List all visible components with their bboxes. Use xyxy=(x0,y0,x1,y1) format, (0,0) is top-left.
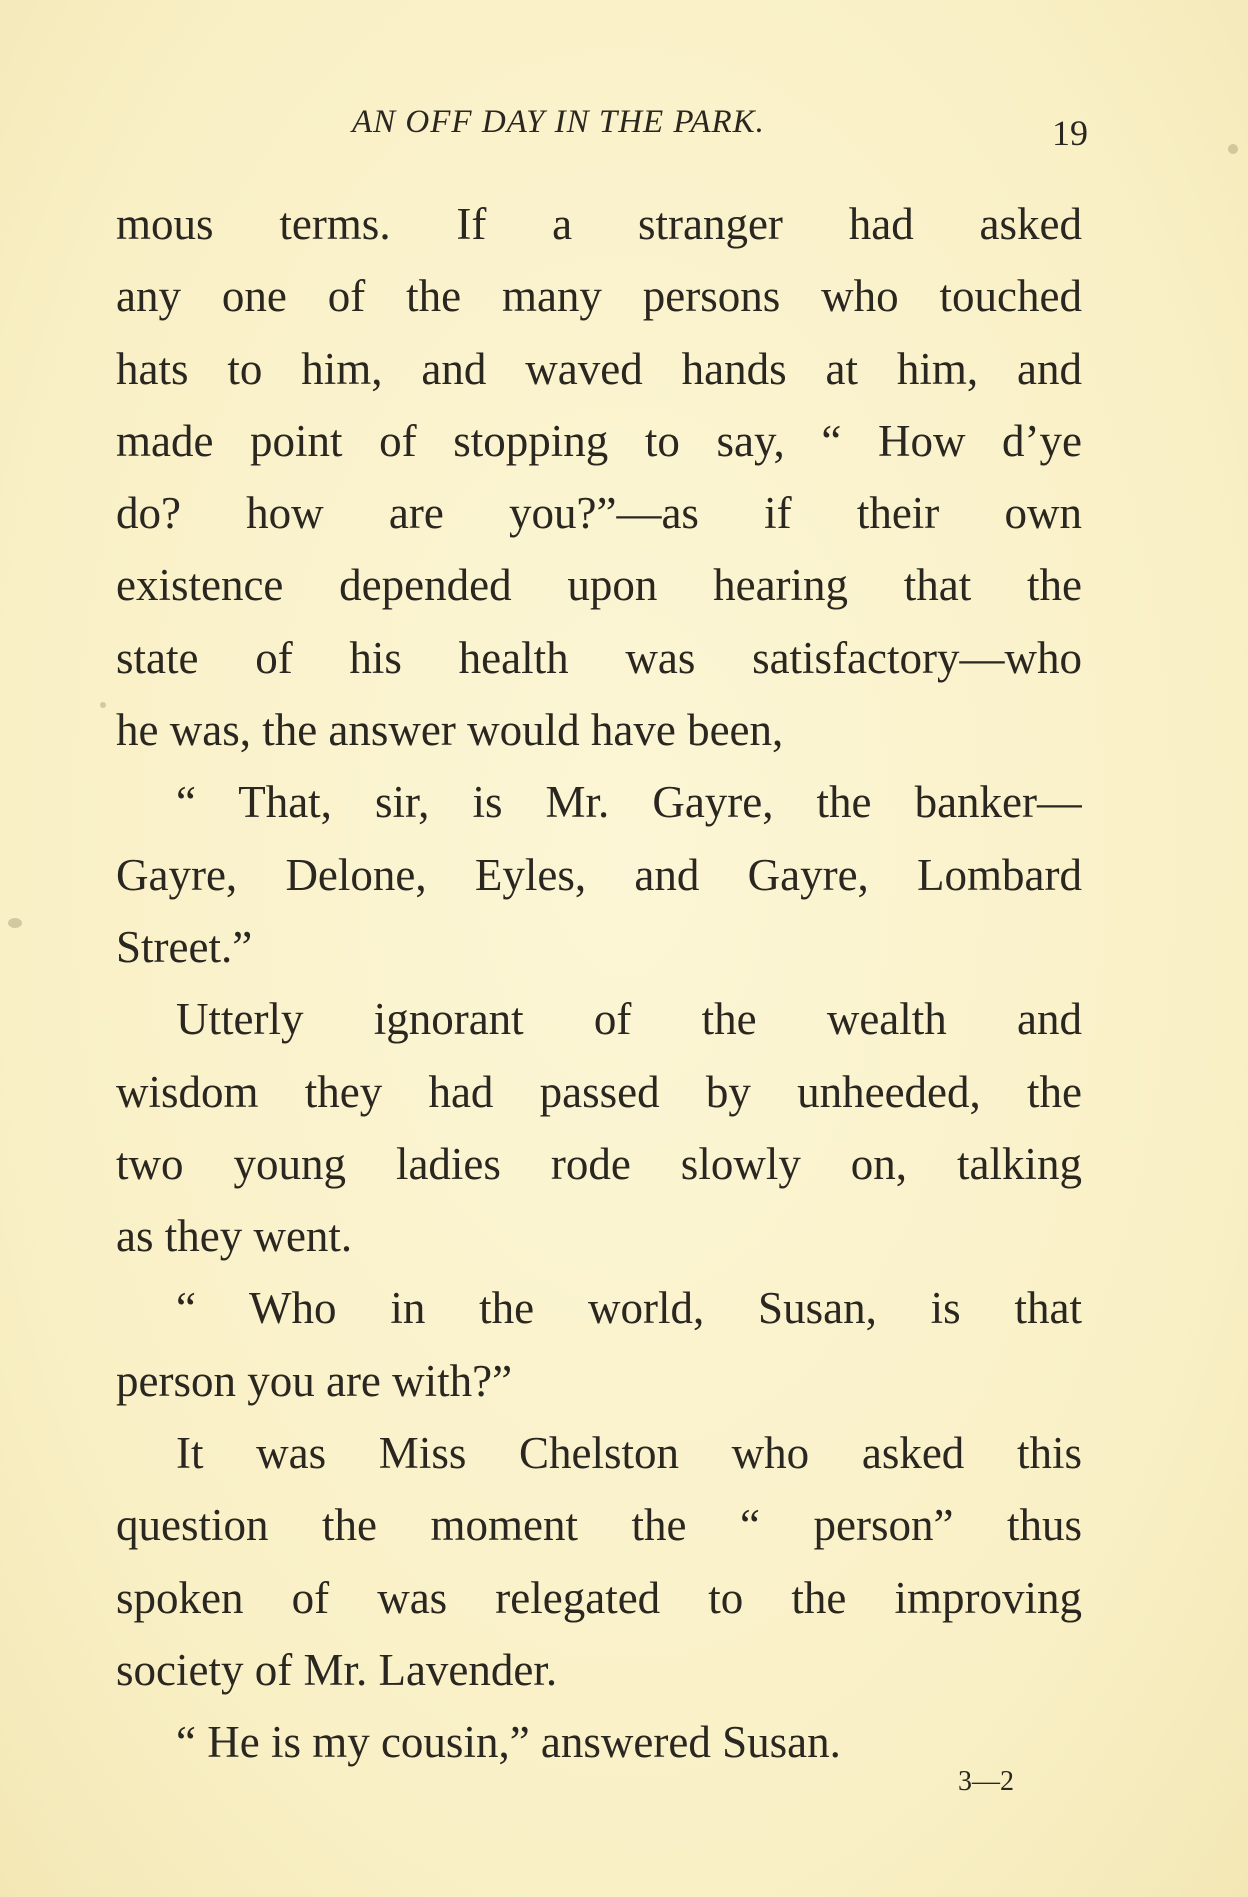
text-line: society of Mr. Lavender. xyxy=(116,1644,558,1695)
text-line: It was Miss Chelston who asked this xyxy=(176,1428,1082,1479)
text-line: mous terms. If a stranger had asked xyxy=(116,199,1082,249)
text-line: made point of stopping to say, “ How d’ye xyxy=(116,415,1082,466)
text-line: he was, the answer would have been, xyxy=(116,705,784,756)
text-line: person you are with?” xyxy=(116,1355,513,1406)
running-head xyxy=(0,104,1248,153)
page-number: 19 xyxy=(1052,113,1088,153)
text-line: as they went. xyxy=(116,1211,353,1262)
signature-mark: 3—2 xyxy=(958,1766,1014,1797)
text-line: Gayre, Delone, Eyles, and Gayre, Lombard xyxy=(116,849,1082,900)
text-line: hats to him, and waved hands at him, and xyxy=(116,343,1082,394)
paper-speck xyxy=(8,918,22,928)
running-title: AN OFF DAY IN THE PARK. xyxy=(352,104,765,140)
text-line: any one of the many persons who touched xyxy=(116,271,1082,322)
text-line: state of his health was satisfactory—who xyxy=(116,632,1082,683)
body-text xyxy=(116,188,1082,1779)
text-line: wisdom they had passed by unheeded, the xyxy=(116,1066,1082,1117)
text-line: “ He is my cousin,” answered Susan. xyxy=(176,1717,841,1768)
text-line: Utterly ignorant of the wealth and xyxy=(176,994,1082,1045)
text-line: Street.” xyxy=(116,921,253,972)
text-line: existence depended upon hearing that the xyxy=(116,560,1082,611)
paper-speck xyxy=(1228,144,1238,154)
text-line: two young ladies rode slowly on, talking xyxy=(116,1138,1082,1189)
text-line: do? how are you?”—as if their own xyxy=(116,488,1082,539)
text-line: “ Who in the world, Susan, is that xyxy=(176,1283,1082,1334)
text-line: question the moment the “ person” thus xyxy=(116,1500,1082,1551)
text-line: spoken of was relegated to the improving xyxy=(116,1572,1082,1623)
text-line: “ That, sir, is Mr. Gayre, the banker— xyxy=(176,777,1082,828)
paper-speck xyxy=(100,702,106,708)
